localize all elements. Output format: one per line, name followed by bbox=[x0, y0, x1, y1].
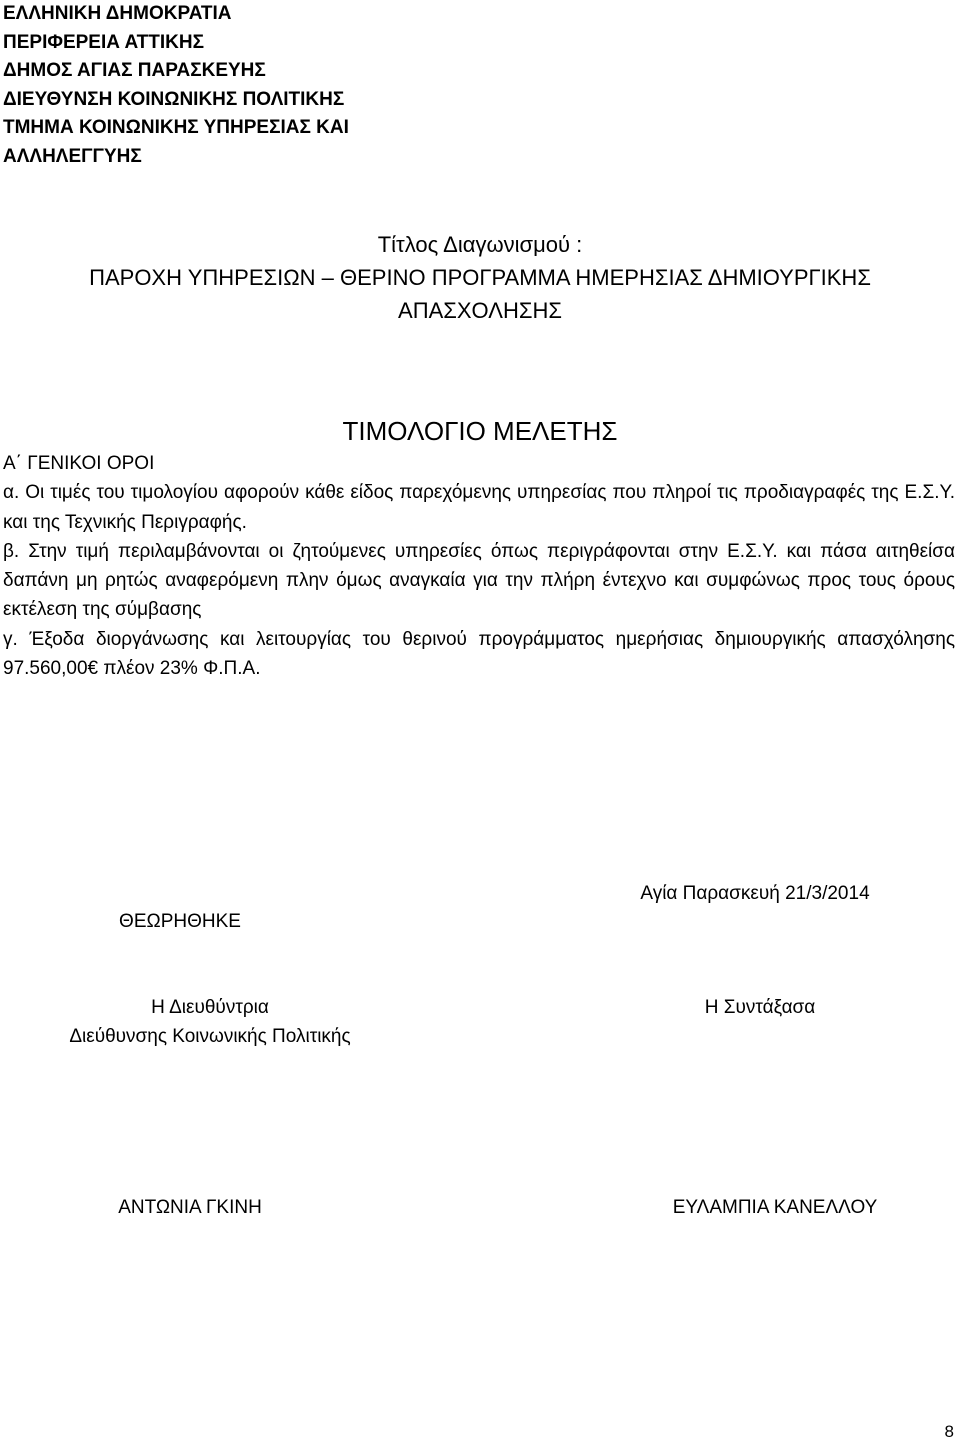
pricing-study-title: ΤΙΜΟΛΟΓΙΟ ΜΕΛΕΤΗΣ bbox=[342, 416, 618, 446]
author-name: ΕΥΛΑΜΠΙΑ ΚΑΝΕΛΛΟΥ bbox=[672, 1197, 878, 1218]
general-terms-section bbox=[3, 449, 955, 683]
header-line-region: ΠΕΡΙΦΕΡΕΙΑ ΑΤΤΙΚΗΣ bbox=[3, 31, 205, 53]
term-paragraph-b: β. Στην τιμή περιλαμβάνονται οι ζητούμενες υπηρεσίες όπως περιγράφονται στην Ε.Σ.Υ. και πάσα αιτηθείσα δαπάνη μη ρητώς αναφερόμενη πλην όμως αναγκαία για την πλήρη έντεχνο και συμφώνως προς τους όρους εκτέλεση της σύμβασης bbox=[3, 540, 955, 621]
author-title: Η Συντάξασα bbox=[704, 997, 816, 1018]
page-number: 8 bbox=[944, 1422, 954, 1441]
header-line-country: ΕΛΛΗΝΙΚΗ ΔΗΜΟΚΡΑΤΙΑ bbox=[3, 3, 232, 24]
tender-title-block bbox=[0, 228, 960, 327]
director-department: Διεύθυνσης Κοινωνικής Πολιτικής bbox=[69, 1026, 351, 1047]
term-paragraph-c: γ. Έξοδα διοργάνωσης και λειτουργίας του θερινού προγράμματος ημερήσιας δημιουργικής απασχόλησης 97.560,00€ πλέον 23% Φ.Π.Α. bbox=[3, 628, 955, 680]
director-title: Η Διευθύντρια bbox=[151, 997, 269, 1018]
header-line-department-cont: ΑΛΛΗΛΕΓΓΥΗΣ bbox=[3, 145, 142, 167]
general-terms-heading: Α΄ ΓΕΝΙΚΟΙ ΟΡΟΙ bbox=[3, 453, 155, 474]
header-line-department: ΤΜΗΜΑ ΚΟΙΝΩΝΙΚΗΣ ΥΠΗΡΕΣΙΑΣ ΚΑΙ bbox=[3, 117, 349, 138]
issuer-header bbox=[3, 0, 349, 171]
approved-label: ΘΕΩΡΗΘΗΚΕ bbox=[119, 911, 241, 932]
header-line-municipality: ΔΗΜΟΣ ΑΓΙΑΣ ΠΑΡΑΣΚΕΥΗΣ bbox=[3, 60, 266, 81]
tender-title-line-2: ΑΠΑΣΧΟΛΗΣΗΣ bbox=[398, 298, 562, 323]
place-date: Αγία Παρασκευή 21/3/2014 bbox=[640, 883, 870, 904]
tender-label: Τίτλος Διαγωνισμού : bbox=[377, 232, 583, 257]
tender-title-line-1: ΠΑΡΟΧΗ ΥΠΗΡΕΣΙΩΝ – ΘΕΡΙΝΟ ΠΡΟΓΡΑΜΜΑ ΗΜΕΡΗΣΙΑΣ ΔΗΜΙΟΥΡΓΙΚΗΣ bbox=[89, 265, 871, 290]
director-name: ΑΝΤΩΝΙΑ ΓΚΙΝΗ bbox=[118, 1197, 262, 1218]
term-paragraph-a: α. Οι τιμές του τιμολογίου αφορούν κάθε είδος παρεχόμενης υπηρεσίας που πληροί τις προδιαγραφές της Ε.Σ.Υ. και της Τεχνικής Περιγραφής. bbox=[3, 482, 955, 533]
header-line-directorate: ΔΙΕΥΘΥΝΣΗ ΚΟΙΝΩΝΙΚΗΣ ΠΟΛΙΤΙΚΗΣ bbox=[3, 88, 345, 110]
